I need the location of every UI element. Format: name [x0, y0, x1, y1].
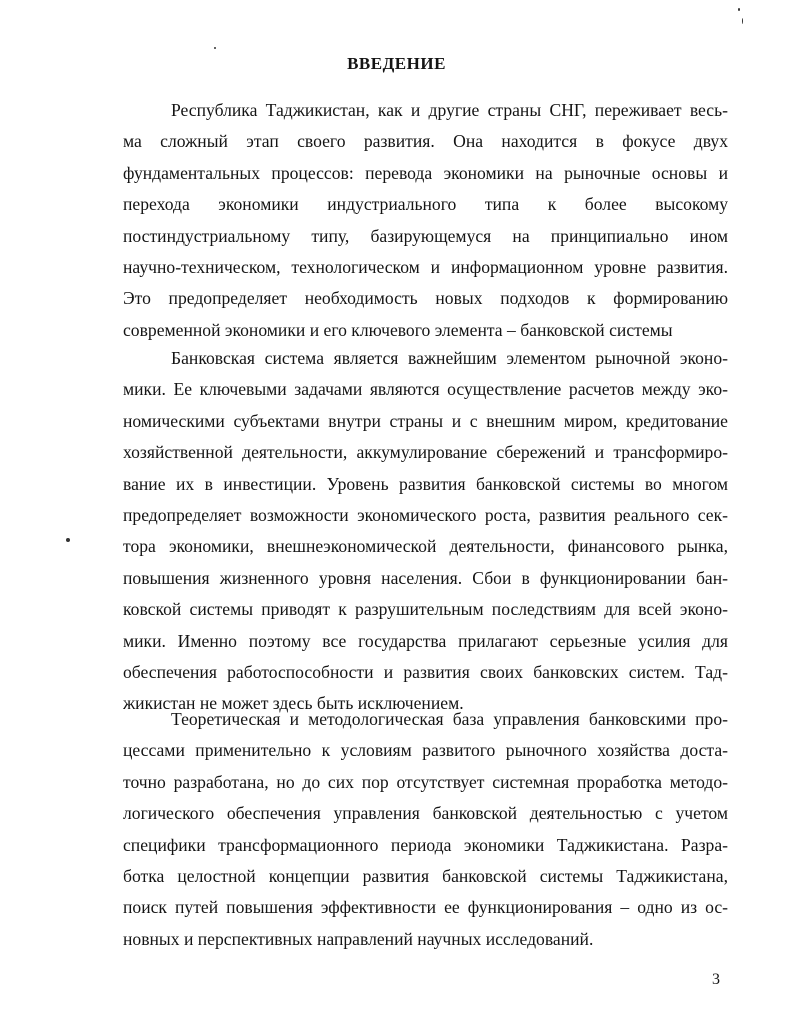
scan-speck	[66, 538, 70, 542]
text-line: номическими субъектами внутри страны и с внешним миром, кредитование	[123, 410, 728, 431]
page-title: ВВЕДЕНИЕ	[347, 54, 446, 73]
paragraph-banking-system	[123, 343, 728, 720]
text-line: Теоретическая и методологическая база управления банковскими про-	[171, 709, 728, 729]
text-line: точно разработана, но до сих пор отсутствует системная проработка методо-	[123, 771, 728, 792]
text-line: постиндустриальному типу, базирующемуся на принципиально ином	[123, 225, 728, 246]
text-line: обеспечения работоспособности и развития своих банковских систем. Тад-	[123, 661, 728, 682]
text-line: мики. Именно поэтому все государства прилагают серьезные усилия для	[123, 630, 728, 651]
text-line: ковской системы приводят к разрушительным последствиям для всей эконо-	[123, 599, 728, 620]
text-line: научно-техническом, технологическом и информационном уровне развития.	[123, 256, 728, 277]
text-line: поиск путей повышения эффективности ее функционирования – одно из ос-	[123, 897, 728, 918]
text-line: логического обеспечения управления банковской деятельностью с учетом	[123, 803, 728, 824]
paragraph-methodology	[123, 704, 728, 955]
text-line: специфики трансформационного периода экономики Таджикистана. Разра-	[123, 834, 728, 855]
text-line: повышения жизненного уровня населения. Сбои в функционировании бан-	[123, 567, 728, 588]
text-line: перехода экономики индустриального типа к более высокому	[123, 194, 728, 215]
text-line: предопределяет возможности экономического роста, развития реального сек-	[123, 504, 728, 525]
scan-speck	[738, 8, 740, 11]
text-line: фундаментальных процессов: перевода экономики на рыночные основы и	[123, 162, 728, 183]
text-line: мики. Ее ключевыми задачами являются осуществление расчетов между эко-	[123, 379, 728, 400]
scan-speck	[742, 18, 743, 24]
text-line: ботка целостной концепции развития банковской системы Таджикистана,	[123, 865, 728, 886]
text-line: Банковская система является важнейшим элементом рыночной эконо-	[171, 348, 728, 368]
text-line: жикистан не может здесь быть исключением.	[123, 693, 464, 714]
text-line: современной экономики и его ключевого элемента – банковской системы	[123, 319, 673, 340]
text-line: хозяйственной деятельности, аккумулирование сбережений и трансформиро-	[123, 442, 728, 463]
text-line: цессами применительно к условиям развитого рыночного хозяйства доста-	[123, 740, 728, 761]
text-line: новных и перспективных направлений научных исследований.	[123, 928, 594, 949]
text-line: ма сложный этап своего развития. Она находится в фокусе двух	[123, 131, 728, 152]
text-line: Это предопределяет необходимость новых подходов к формированию	[123, 288, 728, 309]
text-line: Республика Таджикистан, как и другие страны СНГ, переживает весь-	[171, 100, 728, 120]
scan-speck	[214, 47, 216, 49]
text-line: тора экономики, внешнеэкономической деятельности, финансового рынка,	[123, 536, 728, 557]
text-line: вание их в инвестиции. Уровень развития банковской системы во многом	[123, 473, 728, 494]
paragraph-intro	[123, 95, 728, 346]
page-number: 3	[712, 971, 720, 988]
